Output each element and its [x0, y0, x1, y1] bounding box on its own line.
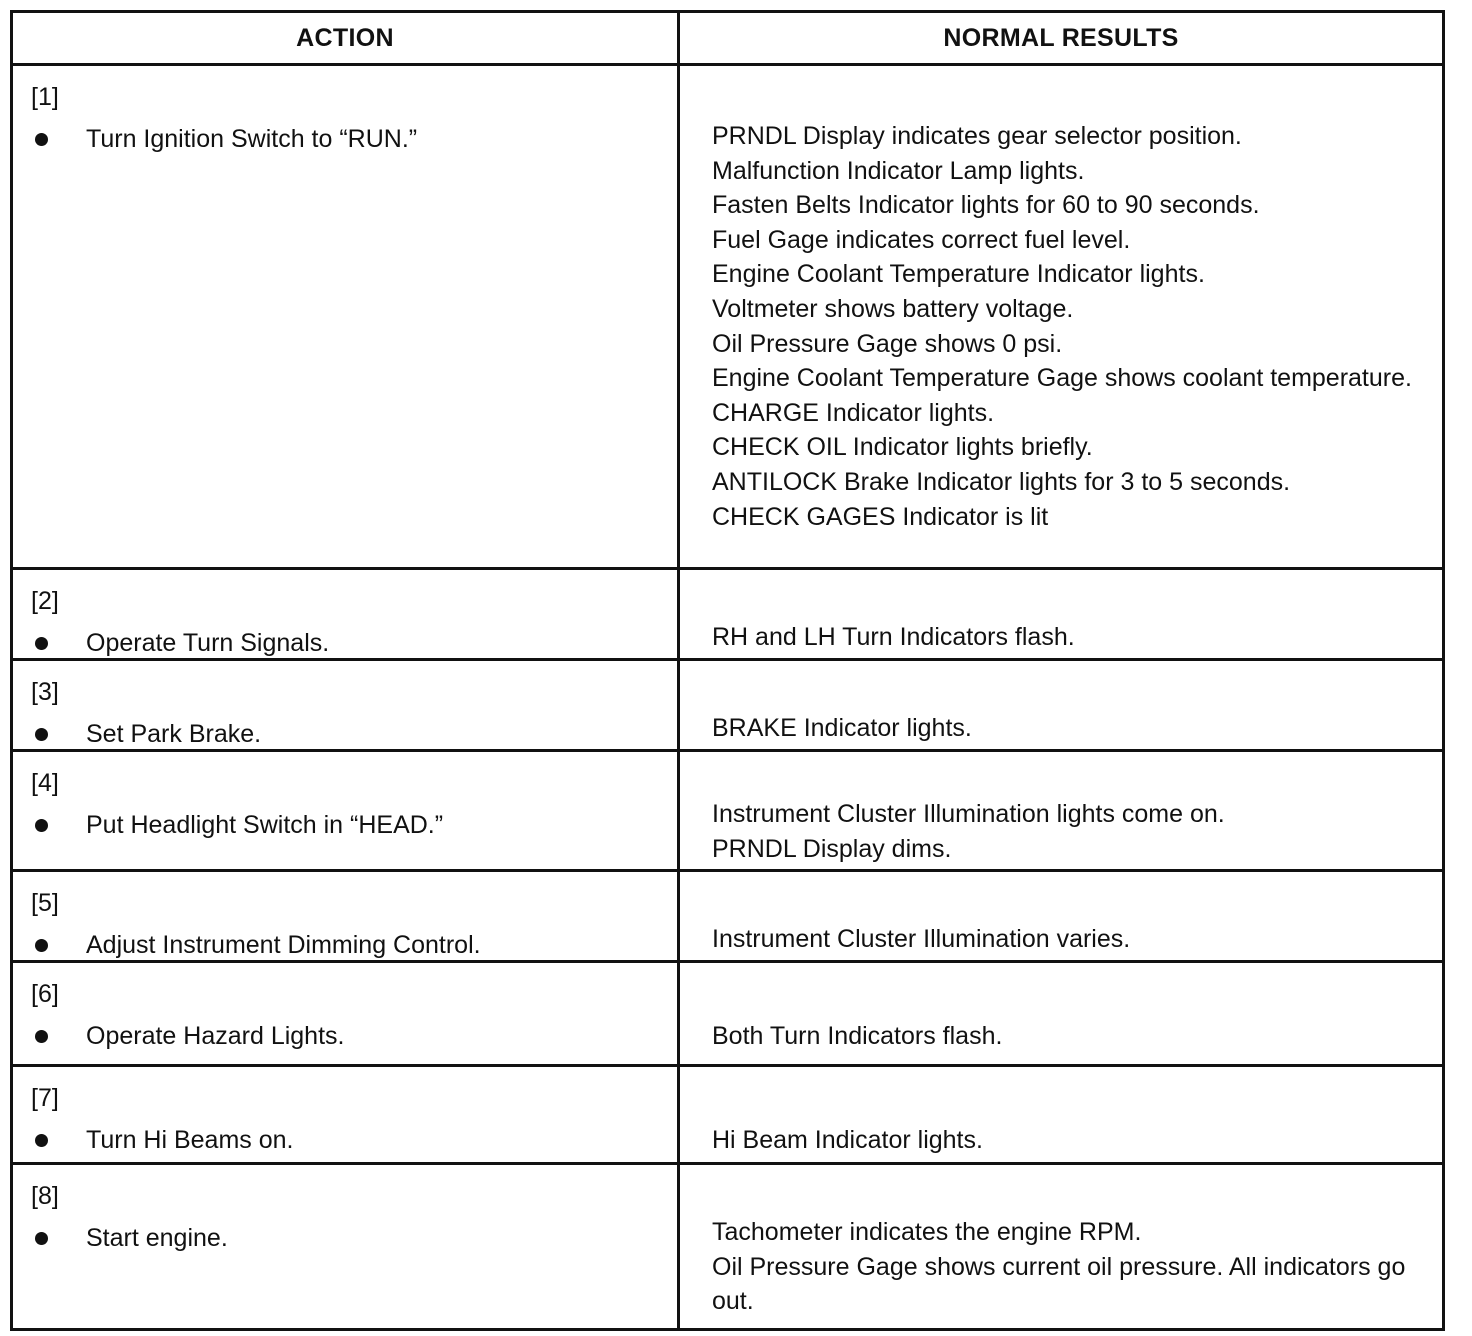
result-item: Engine Coolant Temperature Indicator lights. — [712, 260, 1205, 289]
step-number: [2] — [31, 587, 59, 615]
result-cell — [679, 751, 1444, 871]
action-cell — [12, 962, 679, 1066]
result-cell — [679, 65, 1444, 569]
result-list — [712, 922, 1430, 957]
step-number: [4] — [31, 769, 59, 797]
diagnostic-table-sheet — [10, 10, 1442, 1326]
result-item: Both Turn Indicators flash. — [712, 1022, 1003, 1050]
step-number: [1] — [31, 83, 59, 111]
result-cell — [679, 569, 1444, 660]
result-item: ANTILOCK Brake Indicator lights for 3 to 5 seconds. — [712, 467, 1291, 496]
step-number: [7] — [31, 1084, 59, 1112]
action-cell — [12, 1164, 679, 1330]
bullet-icon — [35, 133, 48, 146]
action-text: Start engine. — [86, 1224, 228, 1252]
table-row — [12, 65, 1444, 569]
result-cell — [679, 1164, 1444, 1330]
step-number: [3] — [31, 678, 59, 706]
result-list — [712, 797, 1430, 866]
bullet-icon — [35, 637, 48, 650]
action-cell — [12, 1066, 679, 1164]
action-text: Turn Ignition Switch to “RUN.” — [86, 125, 418, 153]
table-row — [12, 1164, 1444, 1330]
step-number: [6] — [31, 980, 59, 1008]
bullet-icon — [35, 1030, 48, 1043]
result-cell — [679, 1066, 1444, 1164]
result-list — [712, 1019, 1430, 1054]
result-list — [712, 1123, 1430, 1158]
table-row — [12, 751, 1444, 871]
bullet-icon — [35, 1232, 48, 1245]
action-cell — [12, 65, 679, 569]
result-item: Fuel Gage indicates correct fuel level. — [712, 225, 1131, 254]
result-item: PRNDL Display indicates gear selector position. — [712, 122, 1242, 150]
action-text: Set Park Brake. — [86, 720, 262, 748]
table-row — [12, 962, 1444, 1066]
result-cell — [679, 871, 1444, 962]
result-item: RH and LH Turn Indicators flash. — [712, 623, 1075, 651]
action-text: Turn Hi Beams on. — [86, 1126, 294, 1154]
result-cell — [679, 962, 1444, 1066]
table-row — [12, 1066, 1444, 1164]
bullet-icon — [35, 819, 48, 832]
result-list — [712, 620, 1430, 655]
action-results-table — [10, 10, 1445, 1331]
result-list — [712, 711, 1430, 746]
step-number: [5] — [31, 889, 59, 917]
result-list — [712, 119, 1430, 534]
action-cell — [12, 569, 679, 660]
result-item: CHECK OIL Indicator lights briefly. — [712, 433, 1093, 462]
table-row — [12, 569, 1444, 660]
action-cell — [12, 751, 679, 871]
result-item: PRNDL Display dims. — [712, 834, 952, 863]
result-item: Tachometer indicates the engine RPM. — [712, 1218, 1142, 1246]
result-cell — [679, 660, 1444, 751]
results-column-header: NORMAL RESULTS — [679, 12, 1444, 65]
result-item: Voltmeter shows battery voltage. — [712, 294, 1074, 323]
result-item: Fasten Belts Indicator lights for 60 to 90 seconds. — [712, 191, 1260, 220]
result-item: Instrument Cluster Illumination varies. — [712, 925, 1131, 953]
table-row — [12, 660, 1444, 751]
step-number: [8] — [31, 1182, 59, 1210]
result-item: CHECK GAGES Indicator is lit — [712, 502, 1049, 531]
action-text: Operate Turn Signals. — [86, 629, 330, 657]
action-cell — [12, 660, 679, 751]
result-list — [712, 1215, 1430, 1319]
result-item: Oil Pressure Gage shows current oil pressure. All indicators go out. — [712, 1252, 1406, 1316]
result-item: Malfunction Indicator Lamp lights. — [712, 156, 1085, 185]
bullet-icon — [35, 1134, 48, 1147]
result-item: Oil Pressure Gage shows 0 psi. — [712, 329, 1063, 358]
bullet-icon — [35, 728, 48, 741]
table-row — [12, 871, 1444, 962]
action-column-header: ACTION — [12, 12, 679, 65]
action-cell — [12, 871, 679, 962]
result-item: Engine Coolant Temperature Gage shows coolant temperature. — [712, 364, 1412, 393]
action-text: Put Headlight Switch in “HEAD.” — [86, 811, 444, 839]
result-item: CHARGE Indicator lights. — [712, 398, 995, 427]
action-text: Operate Hazard Lights. — [86, 1022, 345, 1050]
action-text: Adjust Instrument Dimming Control. — [86, 931, 481, 959]
result-item: Instrument Cluster Illumination lights come on. — [712, 800, 1225, 828]
bullet-icon — [35, 939, 48, 952]
result-item: Hi Beam Indicator lights. — [712, 1126, 983, 1154]
table-header-row — [12, 12, 1444, 65]
result-item: BRAKE Indicator lights. — [712, 714, 972, 742]
